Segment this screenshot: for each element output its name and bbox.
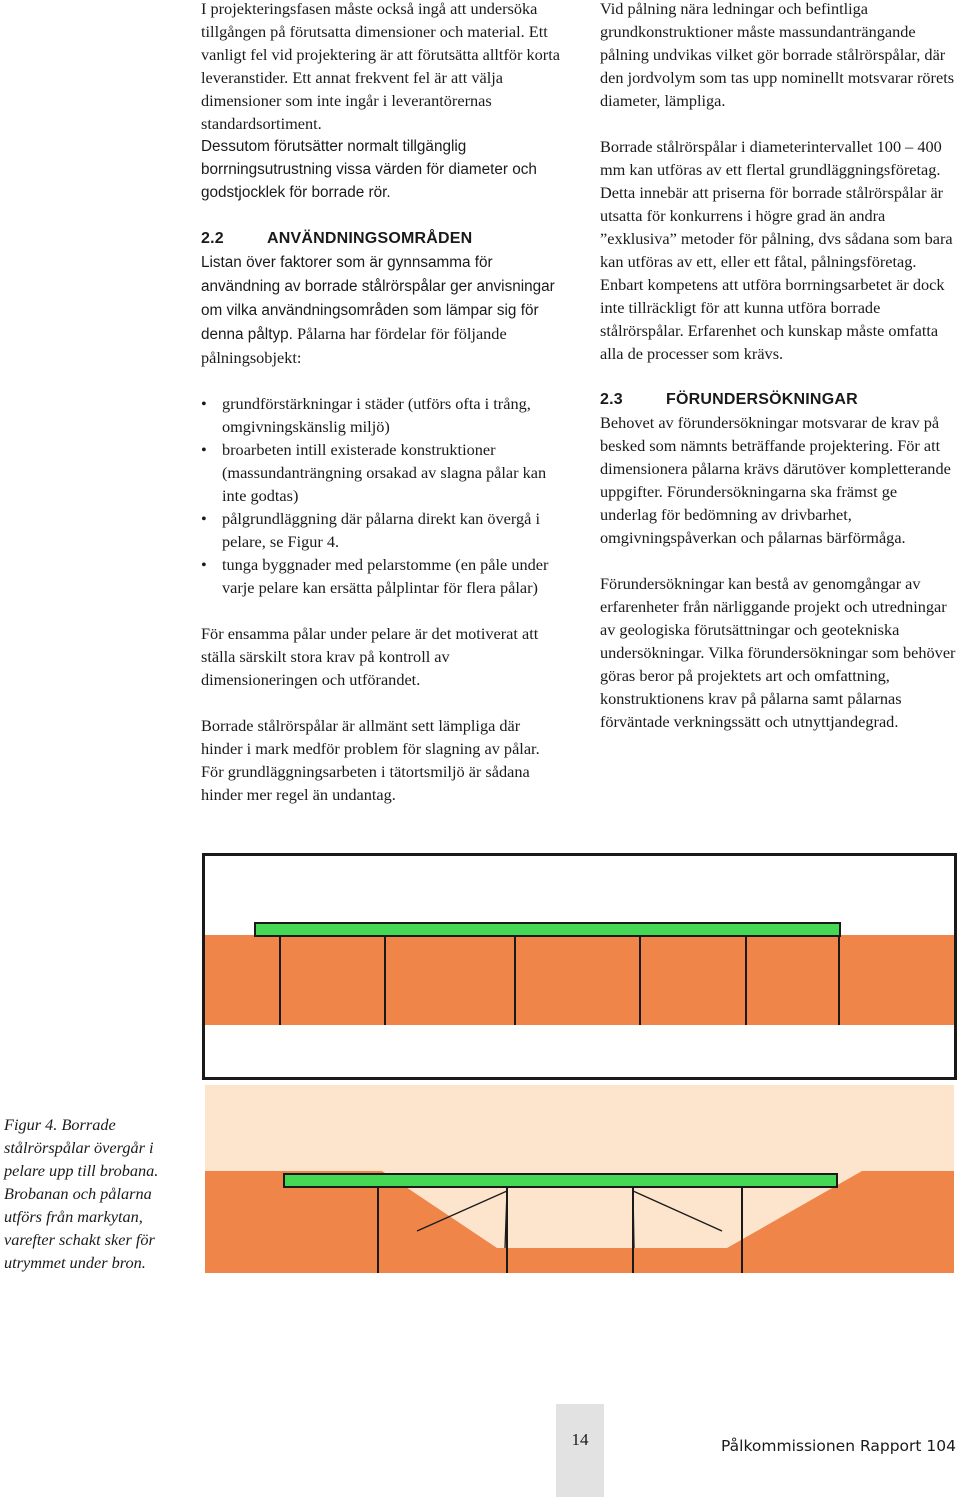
bullet-list [201, 392, 563, 599]
figure-4-bridge-diagram [202, 853, 957, 1275]
intro-paragraph-continued: Dessutom förutsätter normalt tillgänglig borrningsutrustning vissa värden för diameter och godstjocklek för borrade rör. [201, 138, 537, 201]
list-item: • broarbeten intill existerade konstruktioner (massundanträngning orsakad av slagna pålar kan inte godtas) [201, 438, 563, 507]
list-item: • grundförstärkningar i städer (utförs ofta i trång, omgivningskänslig miljö) [201, 392, 563, 438]
list-intro: Listan över faktorer som är gynnsamma för användning av borrade stålrörspålar ger anvisningar om vilka användningsområden som lämpar sig för denna påltyp. Pålarna har fördelar för följande pålningsobjekt: [201, 254, 555, 367]
publication-title: Pålkommissionen Rapport 104 [721, 1437, 956, 1455]
top-deck [255, 923, 840, 936]
page-number: 14 [571, 1430, 589, 1449]
list-item: • pålgrundläggning där pålarna direkt kan övergå i pelare, se Figur 4. [201, 507, 563, 553]
list-item: • tunga byggnader med pelarstomme (en påle under varje pelare kan ersätta pålplintar för flera pålar) [201, 553, 563, 599]
section-heading-2-2 [201, 227, 563, 250]
section-heading-2-3 [600, 388, 958, 411]
section-title: FÖRUNDERSÖKNINGAR [666, 391, 858, 408]
paragraph-investigations: Förundersökningar kan bestå av genomgångar av erfarenheter från närliggande projekt och utredningar av geologiska förutsättningar och geotekniska undersökningar. Vilka förundersökningar som behöver göras beror på projektets art och omfattning, konstruktionens krav på pålarna samt pålarnas förväntade verkningssätt och utnyttjandegrad. [600, 574, 956, 731]
section-number: 2.3 [600, 391, 623, 408]
top-panel-ground [205, 935, 954, 1025]
paragraph-single-piles: För ensamma pålar under pelare är det motiverat att ställa särskilt stora krav på kontroll av dimensioneringen och utförandet. [201, 624, 539, 689]
paragraph-obstacles: Borrade stålrörspålar är allmänt sett lämpliga där hinder i mark medför problem för slagning av pålar. För grundläggningsarbeten i tätortsmiljö är sådana hinder mer regel än undantag. [201, 716, 540, 804]
right-column [600, 0, 958, 733]
intro-paragraph: I projekteringsfasen måste också ingå att undersöka tillgången på förutsatta dimensioner och material. Ett vanligt fel vid projektering är att förutsätta alltför korta leveranstider. Ett annat frekvent fel är att välja dimensioner som inte ingår i leverantörernas standardsortiment. [201, 0, 560, 133]
section-title: ANVÄNDNINGSOMRÅDEN [267, 230, 473, 247]
left-column [201, 0, 563, 806]
bottom-deck [284, 1174, 837, 1187]
paragraph-diameter-range: Borrade stålrörspålar i diameterintervallet 100 – 400 mm kan utföras av ett flertal grundläggningsföretag. Detta innebär att priserna för borrade stålrörspålar är utsatta för konkurrens i högre grad än andra ”exklusiva” metoder för pålning, dvs sådana som bara kan utföras av ett, eller ett fåtal, pålningsföretag. Enbart kompetens att utföra borrningsarbetet är dock inte tillräckligt för att kunna utföra borrade stålrörspålar. Erfarenhet och kunskap måste omfatta alla de processer som krävs. [600, 137, 953, 363]
paragraph-near-utilities: Vid pålning nära ledningar och befintliga grundkonstruktioner måste massundanträngande pålning undvikas vilket gör borrade stålrörspålar, där den jordvolym som tas upp nominellt motsvarar rörets diameter, lämpliga. [600, 0, 955, 110]
paragraph-need: Behovet av förundersökningar motsvarar de krav på besked som nämnts beträffande projektering. För att dimensionera pålarna krävs därutöver kompletterande uppgifter. Förundersökningarna ska främst ge underlag för bedömning av drivbarhet, omgivningspåverkan och pålarnas bärförmåga. [600, 413, 951, 547]
section-number: 2.2 [201, 230, 224, 247]
page-number-box [556, 1404, 604, 1497]
figure-caption: Figur 4. Borrade stålrörspålar övergår i pelare upp till brobana. Brobanan och pålarna utförs från markytan, varefter schakt sker för utrymmet under bron. [4, 1115, 159, 1272]
